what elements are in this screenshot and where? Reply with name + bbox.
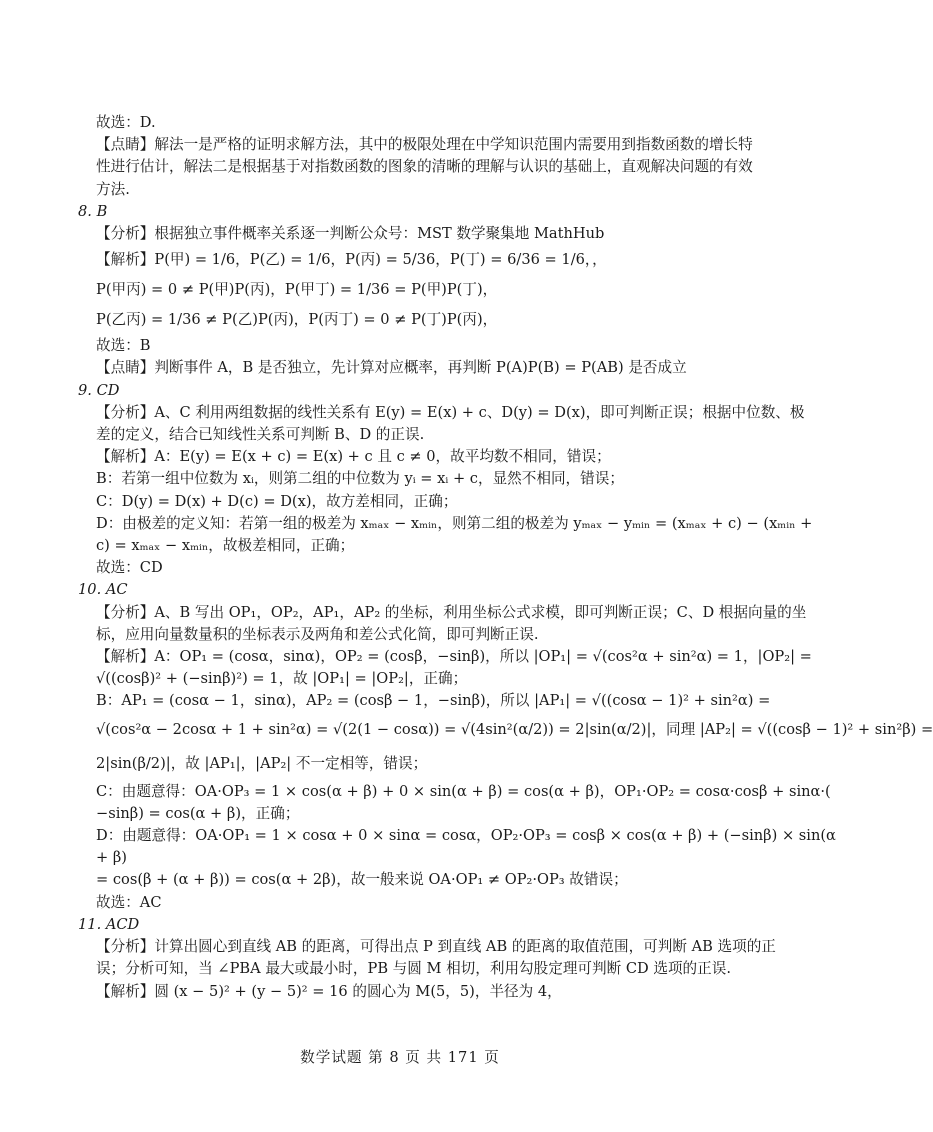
text-line: B：AP₁ = (cosα − 1，sinα)，AP₂ = (cosβ − 1，−sinβ)，所以 |AP₁| = √((cosα − 1)² + sin²α) = (96, 692, 771, 710)
page-footer: 数学试题 第 8 页 共 171 页 (300, 1049, 500, 1066)
text-line: 【点睛】解法一是严格的证明求解方法，其中的极限处理在中学知识范围内需要用到指数函数的增长特 (96, 136, 753, 154)
text-line: = cos(β + (α + β)) = cos(α + 2β)，故一般来说 OA·OP₁ ≠ OP₂·OP₃ 故错误； (96, 871, 628, 889)
text-line: 11. ACD (78, 915, 140, 933)
text-line: 【解析】P(甲) = 1/6，P(乙) = 1/6，P(丙) = 5/36，P(丁) = 6/36 = 1/6，， (96, 251, 607, 269)
text-line: C：由题意得：OA·OP₃ = 1 × cos(α + β) + 0 × sin(α + β) = cos(α + β)，OP₁·OP₂ = cosα·cosβ + sinα·( (96, 782, 831, 800)
text-line: 【分析】根据独立事件概率关系逐一判断公众号：MST 数学聚集地 MathHub (96, 225, 605, 243)
text-line: 【分析】计算出圆心到直线 AB 的距离，可得出点 P 到直线 AB 的距离的取值范围，可判断 AB 选项的正 (96, 938, 776, 956)
text-line: 9. CD (78, 381, 120, 399)
text-line: 【分析】A、C 利用两组数据的线性关系有 E(y) = E(x) + c、D(y) = D(x)，即可判断正误；根据中位数、极 (96, 403, 805, 421)
text-line: B：若第一组中位数为 xᵢ，则第二组的中位数为 yᵢ = xᵢ + c，显然不相同，错误； (96, 470, 624, 488)
text-line: 标，应用向量数量积的坐标表示及两角和差公式化简，即可判断正误. (96, 625, 539, 643)
text-line: 【分析】A、B 写出 OP₁，OP₂，AP₁，AP₂ 的坐标，利用坐标公式求模，即可判断正误；C、D 根据向量的坐 (96, 603, 807, 621)
text-line: + β) (96, 849, 127, 867)
text-line: 故选：D. (96, 114, 156, 131)
text-line: 差的定义，结合已知线性关系可判断 B、D 的正误. (96, 426, 425, 444)
text-line: 方法. (96, 180, 130, 198)
text-line: 故选：B (96, 337, 151, 355)
text-line: P(甲丙) = 0 ≠ P(甲)P(丙)，P(甲丁) = 1/36 = P(甲)P(丁)， (96, 281, 498, 299)
text-line: D：由极差的定义知：若第一组的极差为 xₘₐₓ − xₘᵢₙ，则第二组的极差为 yₘₐₓ − yₘᵢₙ = (xₘₐₓ + c) − (xₘᵢₙ + (96, 514, 813, 532)
text-line: 【解析】A：OP₁ = (cosα，sinα)，OP₂ = (cosβ，−sinβ)，所以 |OP₁| = √(cos²α + sin²α) = 1，|OP₂| = (96, 648, 812, 666)
text-line: 故选：CD (96, 559, 163, 577)
text-line: √(cos²α − 2cosα + 1 + sin²α) = √(2(1 − cosα)) = √(4sin²(α/2)) = 2|sin(α/2)|，同理 |AP₂| = √((cosβ − 1)² + sin²β) = (96, 720, 933, 738)
text-line: 【解析】圆 (x − 5)² + (y − 5)² = 16 的圆心为 M(5，5)，半径为 4， (96, 982, 562, 1000)
text-line: 误；分析可知，当 ∠PBA 最大或最小时，PB 与圆 M 相切，利用勾股定理可判断 CD 选项的正误. (96, 960, 731, 978)
text-line: 2|sin(β/2)|，故 |AP₁|，|AP₂| 不一定相等，错误； (96, 754, 428, 772)
text-line: 8. B (78, 202, 108, 220)
text-line: c) = xₘₐₓ − xₘᵢₙ，故极差相同，正确； (96, 537, 355, 555)
text-line: 性进行估计，解法二是根据基于对指数函数的图象的清晰的理解与认识的基础上，直观解决问题的有效 (96, 158, 753, 176)
text-line: 故选：AC (96, 893, 162, 911)
text-line: C：D(y) = D(x) + D(c) = D(x)，故方差相同，正确； (96, 492, 458, 510)
text-line: −sinβ) = cos(α + β)，正确； (96, 804, 300, 822)
text-line: D：由题意得：OA·OP₁ = 1 × cosα + 0 × sinα = cosα，OP₂·OP₃ = cosβ × cos(α + β) + (−sinβ) × sin(α (96, 827, 836, 845)
text-line: 【解析】A：E(y) = E(x + c) = E(x) + c 且 c ≠ 0，故平均数不相同，错误； (96, 448, 611, 466)
solution-text (78, 112, 933, 1003)
text-line: P(乙丙) = 1/36 ≠ P(乙)P(丙)，P(丙丁) = 0 ≠ P(丁)P(丙)， (96, 311, 498, 329)
text-line: 【点睛】判断事件 A，B 是否独立，先计算对应概率，再判断 P(A)P(B) = P(AB) 是否成立 (96, 359, 687, 377)
text-line: 10. AC (78, 581, 128, 599)
text-line: √((cosβ)² + (−sinβ)²) = 1，故 |OP₁| = |OP₂|，正确； (96, 670, 468, 688)
